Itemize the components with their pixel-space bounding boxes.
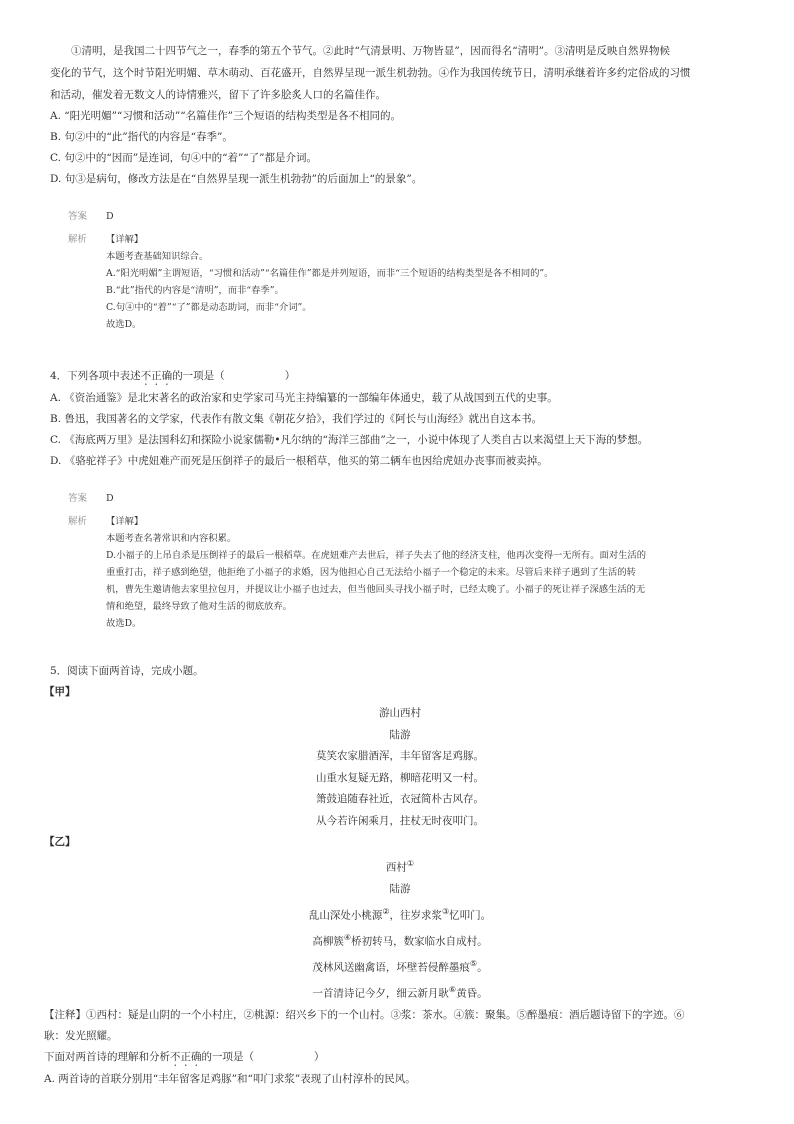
poem-line	[50, 927, 750, 953]
q4-question-text: 4．下列各项中表述	[50, 370, 141, 382]
note-marker: ③	[442, 906, 450, 916]
poem-text: 茂林风送幽禽语，坏壁苔侵醉墨痕	[312, 961, 470, 973]
analysis-line: 本题考查名著常识和内容积累。	[106, 533, 237, 544]
q3-answer-block	[68, 208, 750, 333]
q5-emphasis: 不正确	[170, 1050, 202, 1063]
q4-option-d: D. 《骆驼祥子》中虎妞难产而死是压倒祥子的最后一根稻草，他买的第二辆车也因给虎妞办丧事而被卖掉。	[50, 455, 548, 467]
q4-options	[50, 388, 750, 472]
answer-value: D	[106, 211, 114, 222]
poem-yi-tag: 【乙】	[44, 836, 76, 848]
poem-line: 山重水复疑无路，柳暗花明又一村。	[316, 771, 484, 784]
q3-option-a: A. “阳光明媚”“习惯和活动”“名篇佳作”三个短语的结构类型是各不相同的。	[50, 110, 401, 122]
analysis-text	[106, 231, 750, 333]
q3-option-b: B. 句②中的“此”指代的内容是“春季”。	[50, 131, 233, 143]
analysis-label: 解析	[68, 234, 88, 245]
q3-option-c: C. 句②中的“因而”是连词，句④中的“着”“了”都是介词。	[50, 152, 318, 164]
q5-option-a: A. 两首诗的首联分别用“丰年留客足鸡豚”和“叩门求浆”表现了山村淳朴的民风。	[44, 1072, 416, 1085]
analysis-line: 故选D。	[106, 618, 142, 629]
analysis-line: 情和绝望，最终导致了他对生活的彻底放弃。	[106, 601, 292, 612]
analysis-line: 【详解】	[106, 234, 144, 245]
analysis-line: D.小福子的上吊自杀是压倒祥子的最后一根稻草。在虎妞难产去世后，祥子失去了他的经济支柱，他再次变得一无所有。面对生活的	[106, 550, 647, 561]
poem-text: 桥初转马，数家临水自成村。	[351, 935, 488, 947]
q5-subquestion-text: ）	[314, 1050, 325, 1063]
q3-passage-line: ①清明，是我国二十四节气之一，春季的第五个节气。②此时“气清景明、万物皆显”，因而得名“清明”。③清明是反映自然界物候	[71, 45, 670, 57]
answer-value: D	[106, 493, 114, 504]
q5-subquestion-text: 的一项是（	[201, 1050, 254, 1063]
poem-text: 。	[477, 961, 488, 973]
q4-question	[50, 365, 750, 388]
note-marker: ①	[406, 859, 415, 868]
q4-question-text: ）	[284, 370, 296, 382]
poem-line	[50, 979, 750, 1005]
poem-title-text: 西村	[385, 861, 407, 874]
analysis-label: 解析	[68, 516, 88, 527]
q4-answer-block	[68, 490, 750, 632]
analysis-line: 重重打击，祥子感到绝望，他拒绝了小福子的求婚，因为他担心自己无法给小福子一个稳定的未来。尽管后来祥子遇到了生活的转	[106, 567, 636, 578]
analysis-line: A.“阳光明媚”主谓短语，“习惯和活动”“名篇佳作”都是并列短语，而非“三个短语的结构类型是各不相同的”。	[106, 268, 554, 279]
note-marker: ④	[343, 932, 352, 942]
analysis-text	[106, 513, 750, 632]
q3-passage-line: 和活动，催发着无数文人的诗情雅兴，留下了许多脍炙人口的名篇佳作。	[50, 89, 386, 101]
poem-text: 黄昏。	[456, 987, 488, 999]
answer-label: 答案	[68, 211, 88, 222]
note-marker: ⑤	[469, 958, 478, 968]
poem-notes: 耿：发光照耀。	[44, 1029, 118, 1042]
poem-line: 从今若许闲乘月，拄杖无时夜叩门。	[316, 814, 484, 827]
q4-analysis-row	[68, 513, 750, 632]
poem-title: 游山西村	[379, 707, 421, 719]
poem-line: 箫鼓追随春社近，衣冠简朴古风存。	[316, 793, 484, 805]
q5-subquestion	[44, 1047, 750, 1069]
q3-analysis-row	[68, 231, 750, 333]
q3-passage-line: 变化的节气，这个时节阳光明媚、草木萌动、百花盛开，自然界呈现一派生机勃勃。④作为我国传统节日，清明承继着许多约定俗成的习惯	[50, 67, 691, 79]
poem-text: ，往岁求浆	[389, 909, 442, 921]
q3-option-d: D. 句③是病句，修改方法是在“自然界呈现一派生机勃勃”的后面加上“的景象”。	[50, 173, 423, 185]
q3-answer-row	[68, 208, 750, 225]
note-marker: ②	[382, 906, 390, 916]
q4-answer-row	[68, 490, 750, 507]
poem-notes: 【注释】①西村：疑是山阴的一个小村庄，②桃源：绍兴乡下的一个山村。③浆：茶水。④簇：聚集。⑤醉墨痕：酒后题诗留下的字迹。⑥	[44, 1008, 685, 1021]
q3-passage	[50, 40, 750, 106]
poem-author: 陆游	[389, 728, 411, 741]
q5-subquestion-text: 下面对两首诗的理解和分析	[44, 1050, 170, 1063]
poem-line	[50, 901, 750, 927]
q4-question-text: 的一项是（	[172, 370, 225, 382]
q5-question: 5．阅读下面两首诗，完成小题。	[50, 665, 204, 677]
analysis-line: 机，曹先生邀请他去家里拉包月，并提议让小福子也过去，但当他回头寻找小福子时，已经太晚了。小福子的死让祥子深感生活的无	[106, 584, 646, 595]
document-page	[44, 40, 750, 1090]
q3-options	[50, 106, 750, 190]
analysis-line: 本题考查基础知识综合。	[106, 251, 209, 262]
note-marker: ⑥	[448, 984, 457, 994]
analysis-line: 【详解】	[106, 516, 144, 527]
poem-line	[50, 953, 750, 979]
poem-title	[50, 853, 750, 879]
answer-label: 答案	[68, 493, 88, 504]
q4-option-b: B. 鲁迅，我国著名的文学家，代表作有散文集《朝花夕拾》，我们学过的《阿长与山海经》就出自这本书。	[50, 413, 543, 425]
poem-2	[50, 853, 750, 1005]
q4-emphasis: 不正确	[140, 370, 173, 382]
poem-text: 忆叩门。	[449, 909, 492, 921]
q4-option-a: A. 《资治通鉴》是北宋著名的政治家和史学家司马光主持编纂的一部编年体通史，载了从战国到五代的史事。	[50, 392, 558, 404]
analysis-line: C.句④中的“着”“了”都是动态助词，而非“介词”。	[106, 302, 312, 313]
poem-text: 乱山深处小桃源	[308, 909, 383, 921]
poem-line: 莫笑农家腊酒浑，丰年留客足鸡豚。	[316, 750, 484, 762]
analysis-line: B.“此”指代的内容是“清明”，而非“春季”。	[106, 285, 284, 296]
poem-author: 陆游	[389, 883, 411, 895]
poem-1	[50, 703, 750, 832]
poem-text: 一首清诗记今夕，细云新月耿	[312, 987, 449, 999]
q4-option-c: C. 《海底两万里》是法国科幻和探险小说家儒勒•凡尔纳的“海洋三部曲”之一，小说中体现了人类自古以来渴望上天下海的梦想。	[50, 434, 649, 446]
poem-text: 高柳簇	[312, 935, 344, 947]
poem-jia-tag: 【甲】	[44, 686, 76, 698]
analysis-line: 故选D。	[106, 319, 142, 330]
